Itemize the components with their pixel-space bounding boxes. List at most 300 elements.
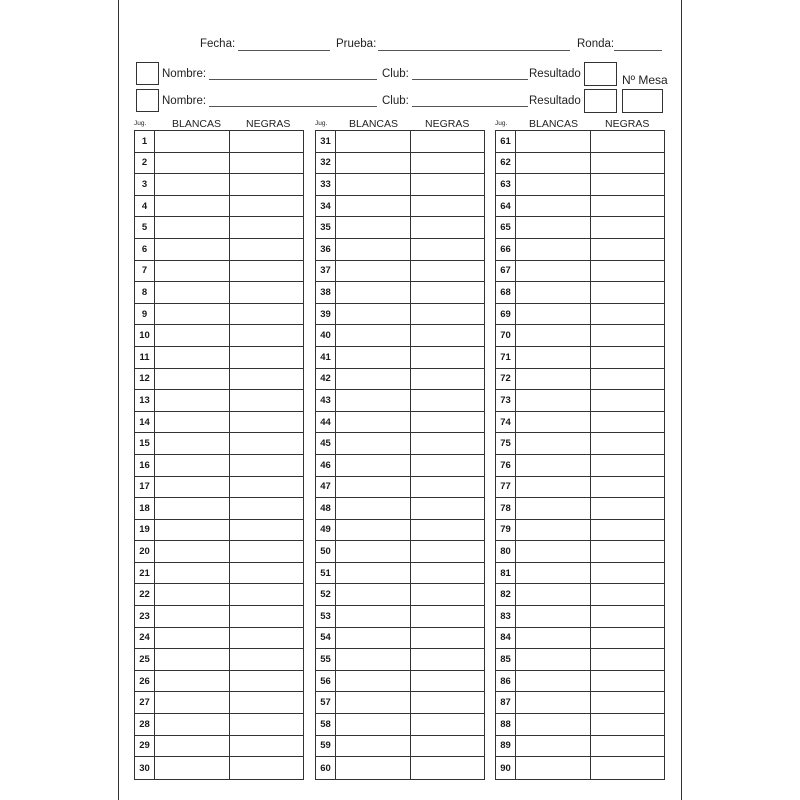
move-row bbox=[135, 649, 303, 671]
move-row bbox=[496, 217, 664, 239]
white-move-cell[interactable] bbox=[155, 584, 230, 605]
black-move-cell[interactable] bbox=[230, 671, 304, 692]
black-move-cell[interactable] bbox=[230, 131, 304, 152]
move-number: 32 bbox=[316, 153, 336, 174]
white-move-cell[interactable] bbox=[155, 325, 230, 346]
resultado1-box[interactable] bbox=[584, 62, 617, 86]
white-move-cell[interactable] bbox=[516, 649, 591, 670]
white-move-cell[interactable] bbox=[336, 433, 411, 454]
move-row bbox=[135, 455, 303, 477]
move-number: 12 bbox=[135, 369, 155, 390]
white-move-cell[interactable] bbox=[336, 412, 411, 433]
move-row bbox=[496, 174, 664, 196]
white-move-cell[interactable] bbox=[516, 433, 591, 454]
mesa-box[interactable] bbox=[622, 89, 663, 113]
move-row bbox=[316, 369, 484, 391]
white-move-cell[interactable] bbox=[336, 692, 411, 713]
move-row bbox=[496, 498, 664, 520]
move-row bbox=[316, 196, 484, 218]
move-row bbox=[496, 131, 664, 153]
move-number: 41 bbox=[316, 347, 336, 368]
black-move-cell[interactable] bbox=[411, 455, 485, 476]
move-row bbox=[135, 282, 303, 304]
white-move-cell[interactable] bbox=[336, 217, 411, 238]
black-move-cell[interactable] bbox=[591, 282, 665, 303]
move-number: 18 bbox=[135, 498, 155, 519]
black-move-cell[interactable] bbox=[230, 239, 304, 260]
move-number: 13 bbox=[135, 390, 155, 411]
black-move-cell[interactable] bbox=[230, 412, 304, 433]
move-number: 28 bbox=[135, 714, 155, 735]
move-row bbox=[496, 369, 664, 391]
white-move-cell[interactable] bbox=[516, 606, 591, 627]
move-row bbox=[135, 692, 303, 714]
black-move-cell[interactable] bbox=[591, 412, 665, 433]
white-move-cell[interactable] bbox=[516, 498, 591, 519]
ronda-field[interactable] bbox=[614, 50, 662, 51]
move-number: 45 bbox=[316, 433, 336, 454]
white-move-cell[interactable] bbox=[336, 153, 411, 174]
white-move-cell[interactable] bbox=[155, 131, 230, 152]
white-move-cell[interactable] bbox=[155, 239, 230, 260]
club1-field[interactable] bbox=[412, 79, 528, 80]
black-move-cell[interactable] bbox=[591, 261, 665, 282]
black-label: NEGRAS bbox=[425, 118, 470, 130]
black-move-cell[interactable] bbox=[411, 563, 485, 584]
white-move-cell[interactable] bbox=[516, 369, 591, 390]
black-move-cell[interactable] bbox=[230, 628, 304, 649]
white-move-cell[interactable] bbox=[516, 174, 591, 195]
black-move-cell[interactable] bbox=[411, 153, 485, 174]
white-move-cell[interactable] bbox=[516, 412, 591, 433]
black-move-cell[interactable] bbox=[591, 649, 665, 670]
black-move-cell[interactable] bbox=[230, 692, 304, 713]
move-row bbox=[316, 433, 484, 455]
black-move-cell[interactable] bbox=[591, 131, 665, 152]
white-move-cell[interactable] bbox=[516, 736, 591, 757]
move-number: 53 bbox=[316, 606, 336, 627]
white-move-cell[interactable] bbox=[516, 455, 591, 476]
black-move-cell[interactable] bbox=[591, 369, 665, 390]
white-move-cell[interactable] bbox=[336, 369, 411, 390]
white-move-cell[interactable] bbox=[155, 174, 230, 195]
white-move-cell[interactable] bbox=[336, 757, 411, 779]
black-move-cell[interactable] bbox=[591, 174, 665, 195]
white-move-cell[interactable] bbox=[336, 628, 411, 649]
black-move-cell[interactable] bbox=[411, 239, 485, 260]
move-row bbox=[496, 477, 664, 499]
move-number: 80 bbox=[496, 541, 516, 562]
white-move-cell[interactable] bbox=[155, 153, 230, 174]
black-move-cell[interactable] bbox=[230, 174, 304, 195]
white-move-cell[interactable] bbox=[516, 196, 591, 217]
move-number: 15 bbox=[135, 433, 155, 454]
move-row bbox=[135, 369, 303, 391]
white-move-cell[interactable] bbox=[155, 282, 230, 303]
black-move-cell[interactable] bbox=[411, 433, 485, 454]
move-number: 26 bbox=[135, 671, 155, 692]
white-move-cell[interactable] bbox=[516, 153, 591, 174]
move-number: 24 bbox=[135, 628, 155, 649]
white-move-cell[interactable] bbox=[336, 649, 411, 670]
white-move-cell[interactable] bbox=[155, 455, 230, 476]
move-row bbox=[496, 433, 664, 455]
move-number: 33 bbox=[316, 174, 336, 195]
white-move-cell[interactable] bbox=[336, 347, 411, 368]
black-move-cell[interactable] bbox=[230, 649, 304, 670]
move-number: 31 bbox=[316, 131, 336, 152]
move-number: 34 bbox=[316, 196, 336, 217]
black-move-cell[interactable] bbox=[230, 736, 304, 757]
move-number: 64 bbox=[496, 196, 516, 217]
move-row bbox=[316, 412, 484, 434]
move-number: 62 bbox=[496, 153, 516, 174]
black-move-cell[interactable] bbox=[591, 304, 665, 325]
black-move-cell[interactable] bbox=[591, 498, 665, 519]
white-move-cell[interactable] bbox=[155, 520, 230, 541]
white-move-cell[interactable] bbox=[336, 584, 411, 605]
move-row bbox=[135, 498, 303, 520]
black-move-cell[interactable] bbox=[230, 390, 304, 411]
black-move-cell[interactable] bbox=[591, 196, 665, 217]
black-move-cell[interactable] bbox=[591, 239, 665, 260]
black-move-cell[interactable] bbox=[591, 477, 665, 498]
move-number: 29 bbox=[135, 736, 155, 757]
move-row bbox=[316, 736, 484, 758]
white-move-cell[interactable] bbox=[155, 347, 230, 368]
white-move-cell[interactable] bbox=[336, 131, 411, 152]
black-move-cell[interactable] bbox=[411, 498, 485, 519]
white-move-cell[interactable] bbox=[336, 196, 411, 217]
move-number: 38 bbox=[316, 282, 336, 303]
white-move-cell[interactable] bbox=[336, 261, 411, 282]
white-move-cell[interactable] bbox=[336, 282, 411, 303]
black-move-cell[interactable] bbox=[411, 196, 485, 217]
move-row bbox=[135, 412, 303, 434]
black-move-cell[interactable] bbox=[591, 671, 665, 692]
white-move-cell[interactable] bbox=[336, 563, 411, 584]
white-move-cell[interactable] bbox=[516, 239, 591, 260]
black-move-cell[interactable] bbox=[411, 390, 485, 411]
move-row bbox=[316, 282, 484, 304]
move-row bbox=[496, 520, 664, 542]
white-move-cell[interactable] bbox=[516, 261, 591, 282]
jug-label: Jug. bbox=[134, 120, 147, 127]
white-move-cell[interactable] bbox=[336, 455, 411, 476]
move-number: 82 bbox=[496, 584, 516, 605]
white-move-cell[interactable] bbox=[155, 714, 230, 735]
move-number: 58 bbox=[316, 714, 336, 735]
white-move-cell[interactable] bbox=[155, 628, 230, 649]
move-row bbox=[135, 563, 303, 585]
nombre1-field[interactable] bbox=[209, 79, 377, 80]
black-move-cell[interactable] bbox=[591, 520, 665, 541]
white-move-cell[interactable] bbox=[336, 174, 411, 195]
black-move-cell[interactable] bbox=[411, 757, 485, 779]
move-number: 16 bbox=[135, 455, 155, 476]
black-move-cell[interactable] bbox=[411, 412, 485, 433]
move-row bbox=[496, 714, 664, 736]
white-move-cell[interactable] bbox=[516, 390, 591, 411]
white-move-cell[interactable] bbox=[155, 671, 230, 692]
move-row bbox=[316, 498, 484, 520]
black-move-cell[interactable] bbox=[591, 628, 665, 649]
black-move-cell[interactable] bbox=[411, 606, 485, 627]
white-move-cell[interactable] bbox=[336, 390, 411, 411]
move-row bbox=[316, 304, 484, 326]
moves-table bbox=[315, 130, 485, 780]
black-move-cell[interactable] bbox=[591, 736, 665, 757]
black-move-cell[interactable] bbox=[411, 584, 485, 605]
move-number: 22 bbox=[135, 584, 155, 605]
white-move-cell[interactable] bbox=[155, 304, 230, 325]
move-number: 66 bbox=[496, 239, 516, 260]
prueba-label: Prueba: bbox=[336, 38, 377, 50]
black-move-cell[interactable] bbox=[411, 304, 485, 325]
white-move-cell[interactable] bbox=[336, 498, 411, 519]
black-move-cell[interactable] bbox=[230, 757, 304, 779]
white-move-cell[interactable] bbox=[155, 196, 230, 217]
moves-table bbox=[134, 130, 304, 780]
black-move-cell[interactable] bbox=[591, 541, 665, 562]
move-row bbox=[135, 477, 303, 499]
move-row bbox=[316, 692, 484, 714]
white-move-cell[interactable] bbox=[336, 736, 411, 757]
white-move-cell[interactable] bbox=[516, 671, 591, 692]
move-row bbox=[135, 606, 303, 628]
black-move-cell[interactable] bbox=[411, 692, 485, 713]
white-move-cell[interactable] bbox=[155, 736, 230, 757]
white-move-cell[interactable] bbox=[336, 606, 411, 627]
black-move-cell[interactable] bbox=[411, 347, 485, 368]
white-move-cell[interactable] bbox=[516, 325, 591, 346]
nombre2-field[interactable] bbox=[209, 106, 377, 107]
black-move-cell[interactable] bbox=[591, 153, 665, 174]
white-move-cell[interactable] bbox=[336, 239, 411, 260]
black-move-cell[interactable] bbox=[230, 584, 304, 605]
move-row bbox=[316, 131, 484, 153]
white-move-cell[interactable] bbox=[516, 584, 591, 605]
white-move-cell[interactable] bbox=[516, 131, 591, 152]
black-move-cell[interactable] bbox=[230, 477, 304, 498]
move-row bbox=[496, 304, 664, 326]
black-move-cell[interactable] bbox=[591, 217, 665, 238]
white-move-cell[interactable] bbox=[155, 433, 230, 454]
black-move-cell[interactable] bbox=[591, 714, 665, 735]
white-move-cell[interactable] bbox=[155, 217, 230, 238]
move-row bbox=[135, 520, 303, 542]
white-move-cell[interactable] bbox=[336, 477, 411, 498]
black-move-cell[interactable] bbox=[230, 282, 304, 303]
black-move-cell[interactable] bbox=[591, 325, 665, 346]
black-move-cell[interactable] bbox=[230, 304, 304, 325]
move-row bbox=[316, 390, 484, 412]
move-number: 60 bbox=[316, 757, 336, 779]
black-move-cell[interactable] bbox=[230, 520, 304, 541]
black-move-cell[interactable] bbox=[411, 714, 485, 735]
move-row bbox=[316, 325, 484, 347]
white-move-cell[interactable] bbox=[155, 692, 230, 713]
black-move-cell[interactable] bbox=[411, 649, 485, 670]
move-number: 47 bbox=[316, 477, 336, 498]
move-row bbox=[496, 261, 664, 283]
move-row bbox=[496, 196, 664, 218]
white-move-cell[interactable] bbox=[155, 390, 230, 411]
white-move-cell[interactable] bbox=[155, 261, 230, 282]
black-move-cell[interactable] bbox=[411, 325, 485, 346]
move-number: 21 bbox=[135, 563, 155, 584]
move-row bbox=[135, 131, 303, 153]
black-move-cell[interactable] bbox=[411, 520, 485, 541]
white-move-cell[interactable] bbox=[336, 304, 411, 325]
move-number: 78 bbox=[496, 498, 516, 519]
move-row bbox=[496, 282, 664, 304]
white-move-cell[interactable] bbox=[516, 217, 591, 238]
move-number: 54 bbox=[316, 628, 336, 649]
move-number: 23 bbox=[135, 606, 155, 627]
move-number: 57 bbox=[316, 692, 336, 713]
player2-checkbox[interactable] bbox=[136, 89, 159, 112]
white-move-cell[interactable] bbox=[336, 541, 411, 562]
resultado2-label: Resultado bbox=[529, 95, 581, 107]
black-move-cell[interactable] bbox=[230, 455, 304, 476]
black-move-cell[interactable] bbox=[230, 433, 304, 454]
black-move-cell[interactable] bbox=[230, 714, 304, 735]
white-move-cell[interactable] bbox=[516, 563, 591, 584]
black-move-cell[interactable] bbox=[230, 498, 304, 519]
move-number: 30 bbox=[135, 757, 155, 779]
white-move-cell[interactable] bbox=[336, 325, 411, 346]
black-move-cell[interactable] bbox=[411, 736, 485, 757]
move-number: 10 bbox=[135, 325, 155, 346]
black-move-cell[interactable] bbox=[411, 174, 485, 195]
black-move-cell[interactable] bbox=[411, 261, 485, 282]
move-number: 42 bbox=[316, 369, 336, 390]
move-row bbox=[496, 736, 664, 758]
move-row bbox=[135, 671, 303, 693]
black-move-cell[interactable] bbox=[411, 369, 485, 390]
move-number: 90 bbox=[496, 757, 516, 779]
black-move-cell[interactable] bbox=[591, 390, 665, 411]
white-move-cell[interactable] bbox=[155, 477, 230, 498]
black-move-cell[interactable] bbox=[591, 584, 665, 605]
white-move-cell[interactable] bbox=[155, 541, 230, 562]
jug-label: Jug. bbox=[495, 120, 508, 127]
move-row bbox=[135, 584, 303, 606]
black-move-cell[interactable] bbox=[591, 347, 665, 368]
black-move-cell[interactable] bbox=[230, 196, 304, 217]
move-row bbox=[496, 584, 664, 606]
move-number: 52 bbox=[316, 584, 336, 605]
black-move-cell[interactable] bbox=[591, 455, 665, 476]
white-move-cell[interactable] bbox=[155, 498, 230, 519]
white-move-cell[interactable] bbox=[155, 606, 230, 627]
white-move-cell[interactable] bbox=[336, 520, 411, 541]
black-move-cell[interactable] bbox=[591, 433, 665, 454]
move-row bbox=[496, 671, 664, 693]
white-move-cell[interactable] bbox=[336, 714, 411, 735]
black-move-cell[interactable] bbox=[411, 217, 485, 238]
black-move-cell[interactable] bbox=[411, 671, 485, 692]
black-move-cell[interactable] bbox=[230, 325, 304, 346]
move-row bbox=[135, 628, 303, 650]
black-move-cell[interactable] bbox=[230, 153, 304, 174]
move-row bbox=[316, 757, 484, 779]
club2-label: Club: bbox=[382, 95, 409, 107]
move-number: 17 bbox=[135, 477, 155, 498]
move-row bbox=[135, 261, 303, 283]
white-move-cell[interactable] bbox=[155, 757, 230, 779]
player1-checkbox[interactable] bbox=[136, 62, 159, 85]
move-row bbox=[316, 153, 484, 175]
move-number: 25 bbox=[135, 649, 155, 670]
move-row bbox=[135, 239, 303, 261]
white-move-cell[interactable] bbox=[516, 282, 591, 303]
black-move-cell[interactable] bbox=[230, 369, 304, 390]
move-number: 61 bbox=[496, 131, 516, 152]
move-number: 49 bbox=[316, 520, 336, 541]
move-number: 55 bbox=[316, 649, 336, 670]
black-move-cell[interactable] bbox=[230, 261, 304, 282]
black-move-cell[interactable] bbox=[230, 217, 304, 238]
black-move-cell[interactable] bbox=[230, 563, 304, 584]
white-move-cell[interactable] bbox=[155, 369, 230, 390]
move-number: 43 bbox=[316, 390, 336, 411]
club2-field[interactable] bbox=[412, 106, 528, 107]
move-number: 79 bbox=[496, 520, 516, 541]
move-number: 35 bbox=[316, 217, 336, 238]
prueba-field[interactable] bbox=[378, 50, 570, 51]
move-row bbox=[496, 455, 664, 477]
black-move-cell[interactable] bbox=[591, 692, 665, 713]
move-number: 89 bbox=[496, 736, 516, 757]
white-move-cell[interactable] bbox=[336, 671, 411, 692]
move-row bbox=[316, 477, 484, 499]
white-move-cell[interactable] bbox=[516, 628, 591, 649]
black-move-cell[interactable] bbox=[230, 606, 304, 627]
white-move-cell[interactable] bbox=[516, 477, 591, 498]
move-number: 83 bbox=[496, 606, 516, 627]
black-move-cell[interactable] bbox=[411, 131, 485, 152]
move-number: 74 bbox=[496, 412, 516, 433]
move-number: 73 bbox=[496, 390, 516, 411]
white-move-cell[interactable] bbox=[155, 412, 230, 433]
white-move-cell[interactable] bbox=[155, 649, 230, 670]
black-move-cell[interactable] bbox=[411, 477, 485, 498]
white-move-cell[interactable] bbox=[516, 304, 591, 325]
black-move-cell[interactable] bbox=[411, 628, 485, 649]
white-move-cell[interactable] bbox=[516, 757, 591, 779]
white-move-cell[interactable] bbox=[516, 347, 591, 368]
black-move-cell[interactable] bbox=[411, 282, 485, 303]
move-number: 2 bbox=[135, 153, 155, 174]
black-move-cell[interactable] bbox=[591, 563, 665, 584]
white-move-cell[interactable] bbox=[516, 541, 591, 562]
white-move-cell[interactable] bbox=[155, 563, 230, 584]
white-move-cell[interactable] bbox=[516, 692, 591, 713]
move-number: 46 bbox=[316, 455, 336, 476]
black-move-cell[interactable] bbox=[230, 347, 304, 368]
black-move-cell[interactable] bbox=[230, 541, 304, 562]
black-move-cell[interactable] bbox=[591, 606, 665, 627]
white-move-cell[interactable] bbox=[516, 714, 591, 735]
white-move-cell[interactable] bbox=[516, 520, 591, 541]
resultado2-box[interactable] bbox=[584, 89, 617, 113]
black-move-cell[interactable] bbox=[411, 541, 485, 562]
move-number: 1 bbox=[135, 131, 155, 152]
black-move-cell[interactable] bbox=[591, 757, 665, 779]
fecha-field[interactable] bbox=[238, 50, 330, 51]
